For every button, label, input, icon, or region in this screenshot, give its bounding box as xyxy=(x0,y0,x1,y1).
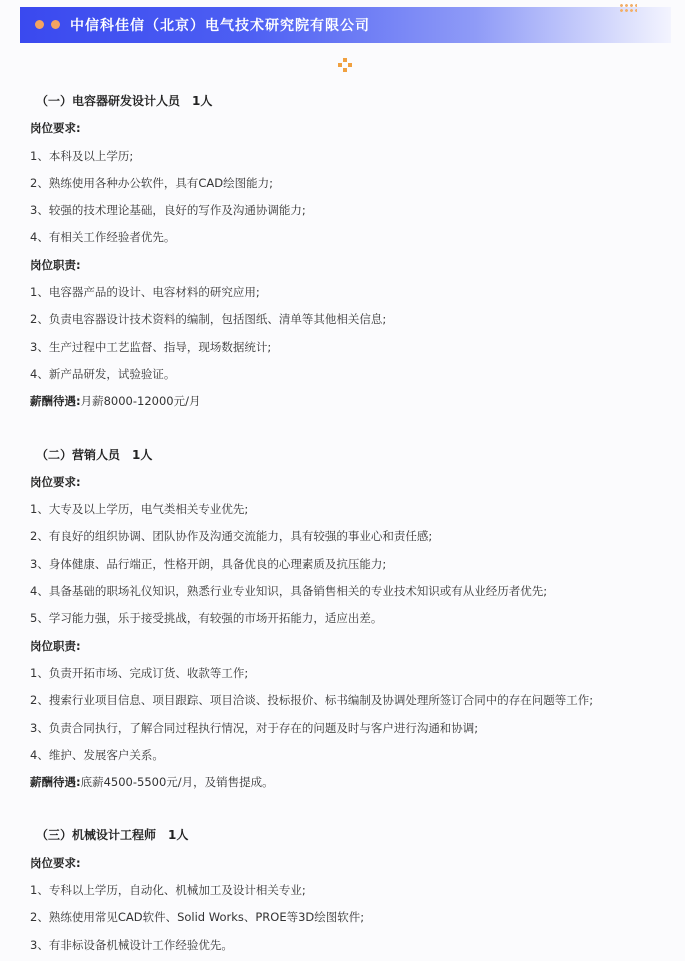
requirement-item: 5、学习能力强，乐于接受挑战，有较强的市场开拓能力，适应出差。 xyxy=(30,611,383,626)
requirement-item: 1、专科以上学历，自动化、机械加工及设计相关专业; xyxy=(30,883,306,898)
duty-item: 3、生产过程中工艺监督、指导，现场数据统计; xyxy=(30,339,272,354)
requirements-label: 岗位要求: xyxy=(30,855,81,870)
requirements-label: 岗位要求: xyxy=(30,474,81,489)
salary-line xyxy=(30,388,670,415)
diamond-ornament-icon xyxy=(338,58,352,72)
duty-item: 1、负责开拓市场、完成订货、收款等工作; xyxy=(30,665,249,680)
salary-line xyxy=(30,769,670,796)
duty-item: 3、负责合同执行，了解合同过程执行情况，对于存在的问题及时与客户进行沟通和协调; xyxy=(30,720,479,735)
duties-label: 岗位职责: xyxy=(30,638,81,653)
salary-value: 底薪4500-5500元/月，及销售提成。 xyxy=(80,775,274,790)
company-title: 中信科佳信（北京）电气技术研究院有限公司 xyxy=(70,18,370,34)
dot-grid-decoration-icon xyxy=(619,3,637,13)
section-heading: （二）营销人员 1人 xyxy=(36,447,153,462)
company-header-banner xyxy=(20,7,671,43)
duty-item: 4、维护、发展客户关系。 xyxy=(30,747,164,762)
duties-label: 岗位职责: xyxy=(30,257,81,272)
duty-item: 1、电容器产品的设计、电容材料的研究应用; xyxy=(30,285,260,300)
section-heading: （三）机械设计工程师 1人 xyxy=(36,828,189,843)
requirement-item: 1、大专及以上学历，电气类相关专业优先; xyxy=(30,502,249,517)
salary-label: 薪酬待遇: xyxy=(30,775,81,790)
orange-dot-icon xyxy=(51,20,60,29)
section-heading: （一）电容器研发设计人员 1人 xyxy=(36,94,213,108)
requirement-item: 1、本科及以上学历; xyxy=(30,148,134,163)
requirement-item: 2、有良好的组织协调、团队协作及沟通交流能力，具有较强的事业心和责任感; xyxy=(30,529,433,544)
job-listing-content xyxy=(30,88,670,959)
requirement-item: 2、熟练使用常见CAD软件、Solid Works、PROE等3D绘图软件; xyxy=(30,910,365,925)
requirement-item: 4、具备基础的职场礼仪知识，熟悉行业专业知识，具备销售相关的专业技术知识或有从业经历者优先; xyxy=(30,584,548,599)
requirement-item: 2、熟练使用各种办公软件，具有CAD绘图能力; xyxy=(30,175,273,190)
requirement-item: 4、有相关工作经验者优先。 xyxy=(30,230,176,245)
duty-item: 4、新产品研发，试验验证。 xyxy=(30,366,176,381)
requirement-item: 3、身体健康、品行端正，性格开朗，具备优良的心理素质及抗压能力; xyxy=(30,556,387,571)
duty-item: 2、负责电容器设计技术资料的编制，包括图纸、清单等其他相关信息; xyxy=(30,312,387,327)
salary-value: 月薪8000-12000元/月 xyxy=(80,394,201,409)
requirements-label: 岗位要求: xyxy=(30,121,81,136)
requirement-item: 3、较强的技术理论基础，良好的写作及沟通协调能力; xyxy=(30,203,306,218)
salary-label: 薪酬待遇: xyxy=(30,394,81,409)
requirement-item: 3、有非标设备机械设计工作经验优先。 xyxy=(30,937,233,952)
duty-item: 2、搜索行业项目信息、项目跟踪、项目洽谈、投标报价、标书编制及协调处理所签订合同中的存在问题等工作; xyxy=(30,693,594,708)
orange-dot-icon xyxy=(35,20,44,29)
